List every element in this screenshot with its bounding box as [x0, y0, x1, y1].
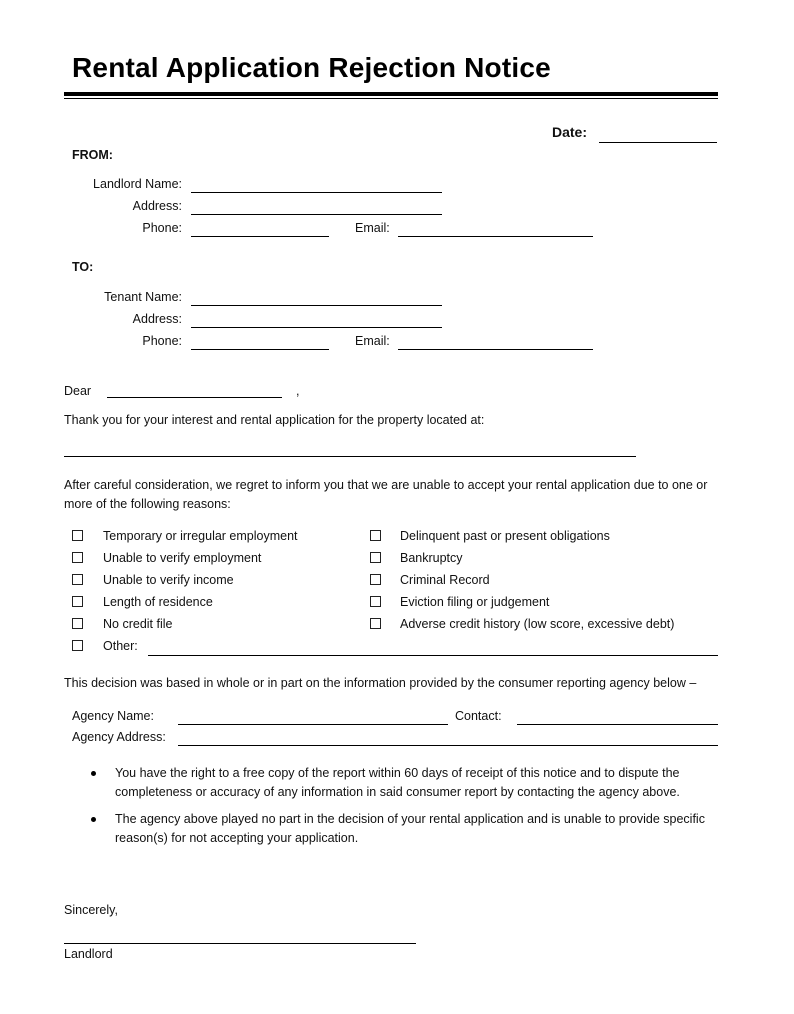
- reason-label: No credit file: [103, 617, 173, 631]
- agency-name-input[interactable]: [178, 711, 448, 725]
- reason-label: Bankruptcy: [400, 551, 463, 565]
- tenant-email-label: Email:: [355, 334, 390, 348]
- agency-name-label: Agency Name:: [72, 709, 154, 723]
- property-address-input[interactable]: [64, 443, 636, 457]
- reason-checkbox-adverse-credit[interactable]: [370, 618, 381, 629]
- reason-checkbox-delinquent-obligations[interactable]: [370, 530, 381, 541]
- tenant-phone-input[interactable]: [191, 336, 329, 350]
- bullet-icon: [91, 771, 96, 776]
- rights-bullet-text: You have the right to a free copy of the report within 60 days of receipt of this notice and to dispute the completeness or accuracy of any information in said consumer report by contacting the agency above.: [115, 766, 680, 799]
- agency-bullet-text: The agency above played no part in the decision of your rental application and is unable to provide specific reason(s) for not accepting your application.: [115, 812, 705, 845]
- consideration-text: After careful consideration, we regret to inform you that we are unable to accept your rental application due to one or more of the following reasons:: [64, 478, 708, 511]
- landlord-name-label: Landlord Name:: [93, 177, 182, 191]
- reason-label: Eviction filing or judgement: [400, 595, 550, 609]
- from-heading: FROM:: [72, 148, 113, 162]
- reason-checkbox-other[interactable]: [72, 640, 83, 651]
- tenant-name-input[interactable]: [191, 292, 442, 306]
- other-reason-input[interactable]: [148, 642, 718, 656]
- reason-label-other: Other:: [103, 639, 138, 653]
- reason-label: Unable to verify employment: [103, 551, 262, 565]
- landlord-email-label: Email:: [355, 221, 390, 235]
- contact-label: Contact:: [455, 709, 502, 723]
- tenant-phone-label: Phone:: [142, 334, 182, 348]
- signature-label: Landlord: [64, 947, 113, 961]
- tenant-address-input[interactable]: [191, 314, 442, 328]
- reason-label: Temporary or irregular employment: [103, 529, 298, 543]
- reason-checkbox-eviction[interactable]: [370, 596, 381, 607]
- agency-address-label: Agency Address:: [72, 730, 166, 744]
- intro-text: Thank you for your interest and rental application for the property located at:: [64, 413, 485, 427]
- tenant-address-label: Address:: [132, 312, 182, 326]
- reason-label: Adverse credit history (low score, excessive debt): [400, 617, 675, 631]
- document-title: Rental Application Rejection Notice: [72, 52, 551, 83]
- landlord-phone-input[interactable]: [191, 223, 329, 237]
- landlord-name-input[interactable]: [191, 179, 442, 193]
- decision-text: This decision was based in whole or in part on the information provided by the consumer reporting agency below –: [64, 676, 697, 690]
- contact-input[interactable]: [517, 711, 718, 725]
- reason-checkbox-temporary-employment[interactable]: [72, 530, 83, 541]
- dear-label: Dear: [64, 384, 92, 398]
- landlord-address-label: Address:: [132, 199, 182, 213]
- dear-name-input[interactable]: [107, 384, 282, 398]
- dear-comma: ,: [296, 384, 300, 398]
- date-label: Date:: [552, 124, 588, 140]
- landlord-phone-label: Phone:: [142, 221, 182, 235]
- landlord-email-input[interactable]: [398, 223, 593, 237]
- reason-checkbox-criminal-record[interactable]: [370, 574, 381, 585]
- reason-label: Delinquent past or present obligations: [400, 529, 610, 543]
- closing-text: Sincerely,: [64, 903, 118, 917]
- reason-checkbox-verify-income[interactable]: [72, 574, 83, 585]
- title-divider-thick: [64, 92, 718, 96]
- date-input[interactable]: [599, 129, 717, 143]
- reason-checkbox-no-credit-file[interactable]: [72, 618, 83, 629]
- reason-label: Criminal Record: [400, 573, 490, 587]
- to-heading: TO:: [72, 260, 94, 274]
- bullet-icon: [91, 817, 96, 822]
- landlord-address-input[interactable]: [191, 201, 442, 215]
- reason-checkbox-verify-employment[interactable]: [72, 552, 83, 563]
- tenant-name-label: Tenant Name:: [104, 290, 182, 304]
- reason-checkbox-bankruptcy[interactable]: [370, 552, 381, 563]
- reason-label: Length of residence: [103, 595, 213, 609]
- title-divider-thin: [64, 98, 718, 99]
- signature-input[interactable]: [64, 930, 416, 944]
- tenant-email-input[interactable]: [398, 336, 593, 350]
- reason-label: Unable to verify income: [103, 573, 234, 587]
- agency-address-input[interactable]: [178, 732, 718, 746]
- reason-checkbox-length-of-residence[interactable]: [72, 596, 83, 607]
